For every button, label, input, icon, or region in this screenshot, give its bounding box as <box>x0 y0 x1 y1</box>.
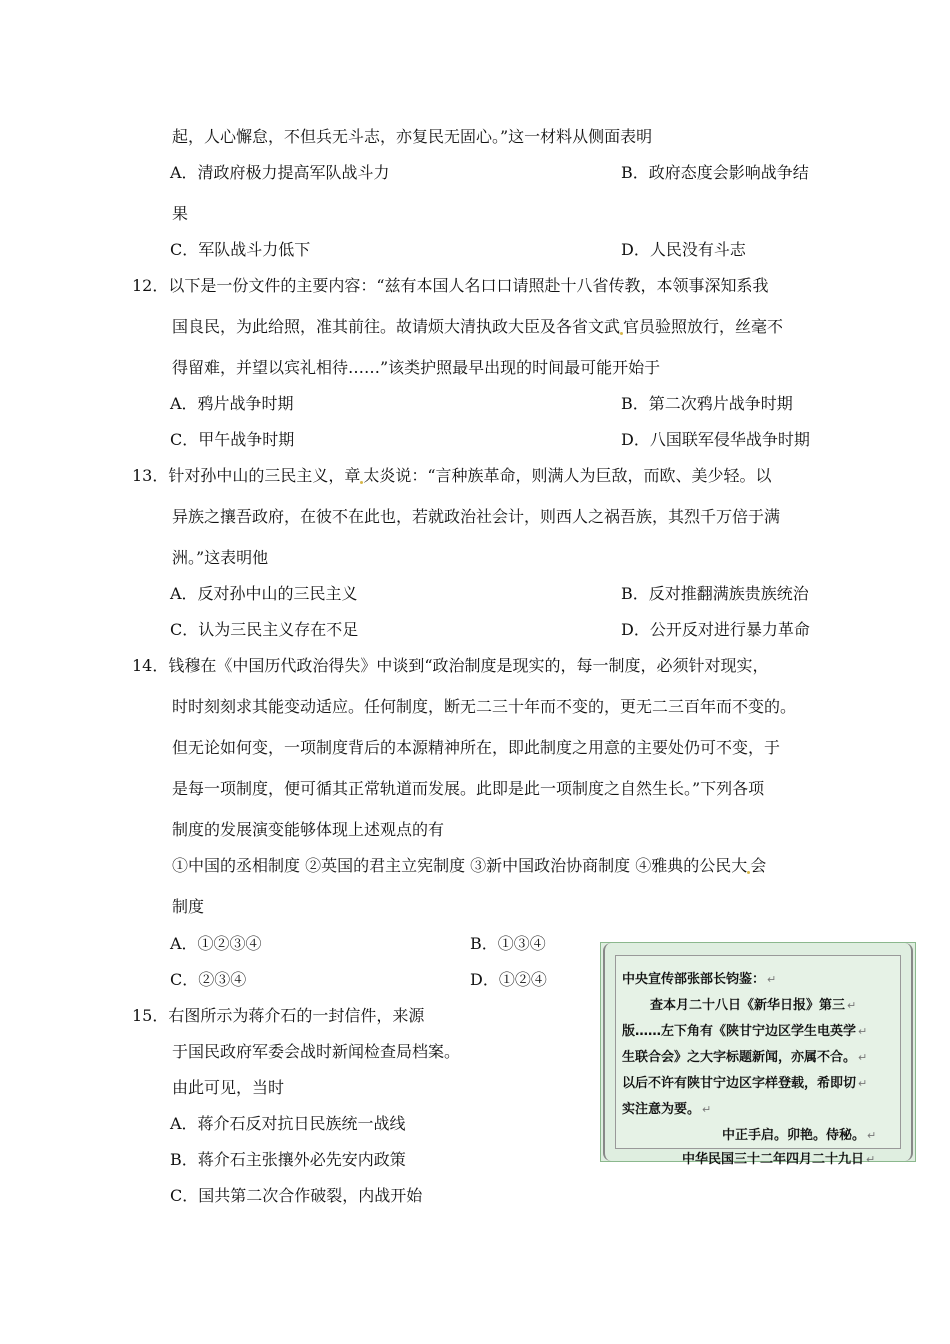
q14-option-b: B．①③④ <box>470 934 546 953</box>
q13-option-c: C．认为三民主义存在不足 <box>170 620 359 639</box>
q14-option-c: C．②③④ <box>170 970 247 989</box>
q13-option-a: A．反对孙中山的三民主义 <box>170 584 358 603</box>
letter-paper <box>615 955 901 1167</box>
q14-stem-line-2: 时时刻刻求其能变动适应。任何制度，断无二三十年而不变的，更无二三百年而不变的。 <box>172 697 797 716</box>
letter-text-2: 查本月二十八日《新华日报》第三 <box>650 998 846 1013</box>
q13-option-b: B．反对推翻满族贵族统治 <box>621 584 809 603</box>
q13-stem-line-2: 异族之攘吾政府，在彼不在此也，若就政治社会计，则西人之祸吾族，其烈千万倍于满 <box>172 507 781 526</box>
q12-option-a: A．鸦片战争时期 <box>170 394 294 413</box>
q12-stem-line-3: 得留难，并望以宾礼相待……”该类护照最早出现的时间最可能开始于 <box>172 358 661 377</box>
q15-stem-line-1: 15．右图所示为蒋介石的一封信件，来源 <box>132 1006 425 1025</box>
letter-text-1: 中央宣传部张部长钧鉴： <box>622 972 766 987</box>
q11-option-c: C．军队战斗力低下 <box>170 240 311 259</box>
paragraph-mark-icon: ↵ <box>858 1051 868 1064</box>
q12-stem-line-2a: 国良民，为此给照，准其前往。故请烦大清执政大臣及各省文武 <box>172 317 621 336</box>
q11-option-a: A．清政府极力提高军队战斗力 <box>170 163 390 182</box>
q15-stem-line-2: 于国民政府军委会战时新闻检查局档案。 <box>172 1042 461 1061</box>
q14-stem-line-5: 制度的发展演变能够体现上述观点的有 <box>172 820 445 839</box>
paragraph-mark-icon: ↵ <box>847 999 857 1012</box>
q11-option-b-continued: 果 <box>172 204 189 223</box>
q14-items-line-continued: 制度 <box>172 897 205 916</box>
paragraph-mark-icon: ↵ <box>866 1153 876 1166</box>
q14-stem-line-3: 但无论如何变，一项制度背后的本源精神所在，即此制度之用意的主要处仍可不变，于 <box>172 738 781 757</box>
q13-stem-line-1 <box>132 466 772 486</box>
q14-items-line <box>172 856 766 876</box>
letter-line-5 <box>622 1076 867 1092</box>
letter-line-4 <box>622 1050 867 1066</box>
q12-stem-line-2b: 官员验照放行，丝毫不 <box>623 317 784 336</box>
q13-stem-line-3: 洲。”这表明他 <box>172 548 269 567</box>
paragraph-mark-icon: ↵ <box>858 1025 868 1038</box>
letter-line-2 <box>650 998 856 1014</box>
q14-items-line-b: 会 <box>750 856 767 875</box>
letter-text-6: 实注意为要。 <box>622 1102 701 1117</box>
letter-text-4: 生联合会》之大字标题新闻，亦属不合。 <box>622 1050 857 1065</box>
paragraph-mark-icon: ↵ <box>858 1077 868 1090</box>
paragraph-mark-icon: ↵ <box>767 973 777 986</box>
paragraph-mark-icon: ↵ <box>702 1103 712 1116</box>
q14-items-line-a: ①中国的丞相制度 ②英国的君主立宪制度 ③新中国政治协商制度 ④雅典的公民大 <box>172 856 748 875</box>
letter-line-6 <box>622 1102 711 1118</box>
q11-option-d: D．人民没有斗志 <box>621 240 746 259</box>
letter-text-7: 中正手启。卯艳。侍秘。 <box>722 1128 866 1143</box>
q15-option-b: B．蒋介石主张攘外必先安内政策 <box>170 1150 406 1169</box>
q15-option-a: A．蒋介石反对抗日民族统一战线 <box>170 1114 406 1133</box>
letter-text-8: 中华民国三十二年四月二十九日 <box>682 1152 865 1167</box>
q14-option-d: D．①②④ <box>470 970 547 989</box>
letter-line-1 <box>622 972 776 988</box>
letter-text-5: 以后不许有陕甘宁边区字样登载，希即切 <box>622 1076 857 1091</box>
letter-line-8 <box>682 1152 875 1168</box>
q15-option-c: C．国共第二次合作破裂，内战开始 <box>170 1186 423 1205</box>
q14-option-a: A．①②③④ <box>170 934 262 953</box>
letter-line-3 <box>622 1024 867 1040</box>
q13-stem-line-1a: 13．针对孙中山的三民主义，章 <box>132 466 361 485</box>
q14-stem-line-4: 是每一项制度，便可循其正常轨道而发展。此即是此一项制度之自然生长。”下列各项 <box>172 779 765 798</box>
q12-stem-line-1: 12．以下是一份文件的主要内容：“兹有本国人名口口请照赴十八省传教，本领事深知系我 <box>132 276 769 295</box>
q11-stem-line: 起，人心懈怠，不但兵无斗志，亦复民无固心。”这一材料从侧面表明 <box>172 127 653 146</box>
letter-line-7 <box>722 1128 876 1144</box>
q12-option-b: B．第二次鸦片战争时期 <box>621 394 793 413</box>
q14-stem-line-1: 14．钱穆在《中国历代政治得失》中谈到“政治制度是现实的，每一制度，必须针对现实， <box>132 656 769 675</box>
q12-option-d: D．八国联军侵华战争时期 <box>621 430 810 449</box>
letter-image <box>600 942 916 1167</box>
paragraph-mark-icon: ↵ <box>867 1129 877 1142</box>
q15-stem-line-3: 由此可见，当时 <box>172 1078 285 1097</box>
q12-stem-line-2 <box>172 317 783 337</box>
letter-text-3: 版……左下角有《陕甘宁边区学生电英学 <box>622 1024 857 1039</box>
q13-option-d: D．公开反对进行暴力革命 <box>621 620 810 639</box>
q12-option-c: C．甲午战争时期 <box>170 430 295 449</box>
q13-stem-line-1b: 太炎说：“言种族革命，则满人为巨敌，而欧、美少轻。以 <box>363 466 772 485</box>
q11-option-b: B．政府态度会影响战争结 <box>621 163 809 182</box>
